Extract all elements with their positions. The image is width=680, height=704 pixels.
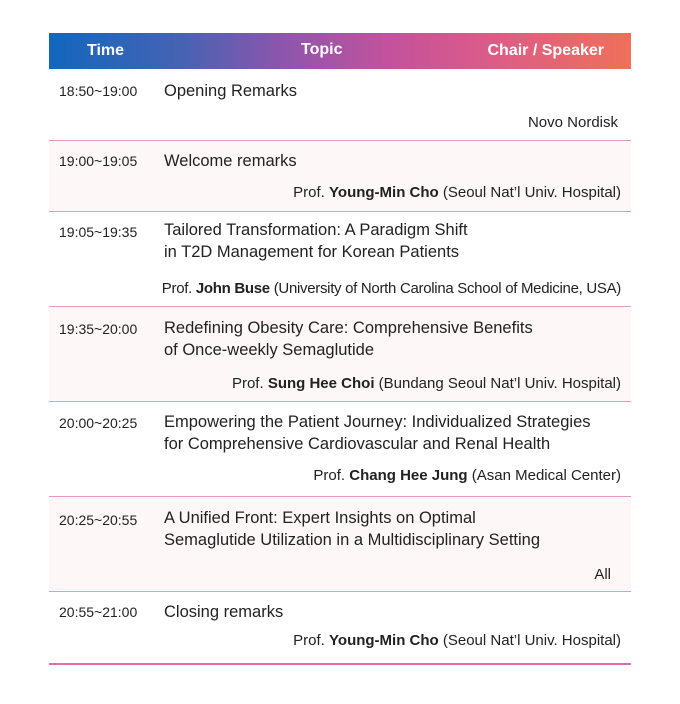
table-header	[49, 33, 631, 69]
table-row	[49, 212, 631, 307]
table-row	[49, 402, 631, 497]
row-time: 20:55~21:00	[59, 604, 138, 620]
header-chair-speaker: Chair / Speaker	[487, 42, 604, 59]
row-time: 20:25~20:55	[59, 512, 138, 528]
topic-line: for Comprehensive Cardiovascular and Renal Health	[164, 435, 551, 453]
topic-line: Welcome remarks	[164, 152, 297, 170]
row-time: 18:50~19:00	[59, 83, 138, 99]
topic-line: Redefining Obesity Care: Comprehensive Benefits	[164, 319, 533, 337]
row-speaker	[162, 280, 621, 297]
table-row	[49, 307, 631, 402]
row-speaker	[594, 566, 611, 583]
speaker-name: Novo Nordisk	[527, 114, 618, 131]
row-speaker	[528, 114, 618, 131]
program-table	[49, 33, 631, 665]
row-time: 19:00~19:05	[59, 153, 138, 169]
speaker-affiliation: (Seoul Nat’l Univ. Hospital)	[442, 632, 621, 649]
topic-line: Opening Remarks	[164, 82, 297, 100]
speaker-name: John Buse	[195, 280, 270, 297]
topic-line: Semaglutide Utilization in a Multidisciplinary Setting	[164, 531, 541, 549]
topic-line: of Once-weekly Semaglutide	[164, 341, 375, 359]
topic-line: in T2D Management for Korean Patients	[164, 243, 460, 261]
table-row	[49, 592, 631, 665]
row-topic	[164, 80, 297, 102]
row-speaker	[313, 467, 621, 484]
topic-line: Tailored Transformation: A Paradigm Shift	[164, 221, 468, 239]
table-row	[49, 497, 631, 592]
speaker-name: Young-Min Cho	[329, 632, 439, 649]
row-topic	[164, 150, 297, 172]
row-topic	[164, 411, 591, 455]
row-time: 19:05~19:35	[59, 224, 138, 240]
topic-line: Empowering the Patient Journey: Individualized Strategies	[164, 413, 591, 431]
speaker-affiliation: (Asan Medical Center)	[471, 467, 621, 484]
row-topic	[164, 507, 540, 551]
row-speaker	[293, 632, 621, 649]
speaker-affiliation: (Bundang Seoul Nat’l Univ. Hospital)	[378, 375, 621, 392]
row-time: 19:35~20:00	[59, 321, 138, 337]
row-speaker	[232, 375, 621, 392]
row-topic	[164, 601, 283, 623]
header-time: Time	[87, 42, 125, 59]
speaker-prefix: Prof.	[313, 467, 346, 484]
speaker-affiliation: (University of North Carolina School of Medicine, USA)	[273, 280, 621, 297]
speaker-name: Sung Hee Choi	[267, 375, 375, 392]
speaker-prefix: Prof.	[293, 184, 325, 201]
topic-line: Closing remarks	[164, 603, 284, 621]
topic-line: A Unified Front: Expert Insights on Optimal	[164, 509, 476, 527]
speaker-name: Young-Min Cho	[329, 184, 439, 201]
row-topic	[164, 219, 468, 263]
row-time: 20:00~20:25	[59, 415, 138, 431]
speaker-name: Chang Hee Jung	[349, 467, 468, 484]
row-speaker	[293, 184, 621, 201]
speaker-prefix: Prof.	[161, 280, 192, 297]
table-row	[49, 141, 631, 212]
speaker-affiliation: (Seoul Nat’l Univ. Hospital)	[442, 184, 621, 201]
speaker-prefix: Prof.	[231, 375, 264, 392]
row-topic	[164, 317, 533, 361]
header-topic: Topic	[301, 41, 343, 58]
speaker-prefix: Prof.	[293, 632, 325, 649]
speaker-name: All	[594, 566, 611, 583]
table-row	[49, 69, 631, 141]
